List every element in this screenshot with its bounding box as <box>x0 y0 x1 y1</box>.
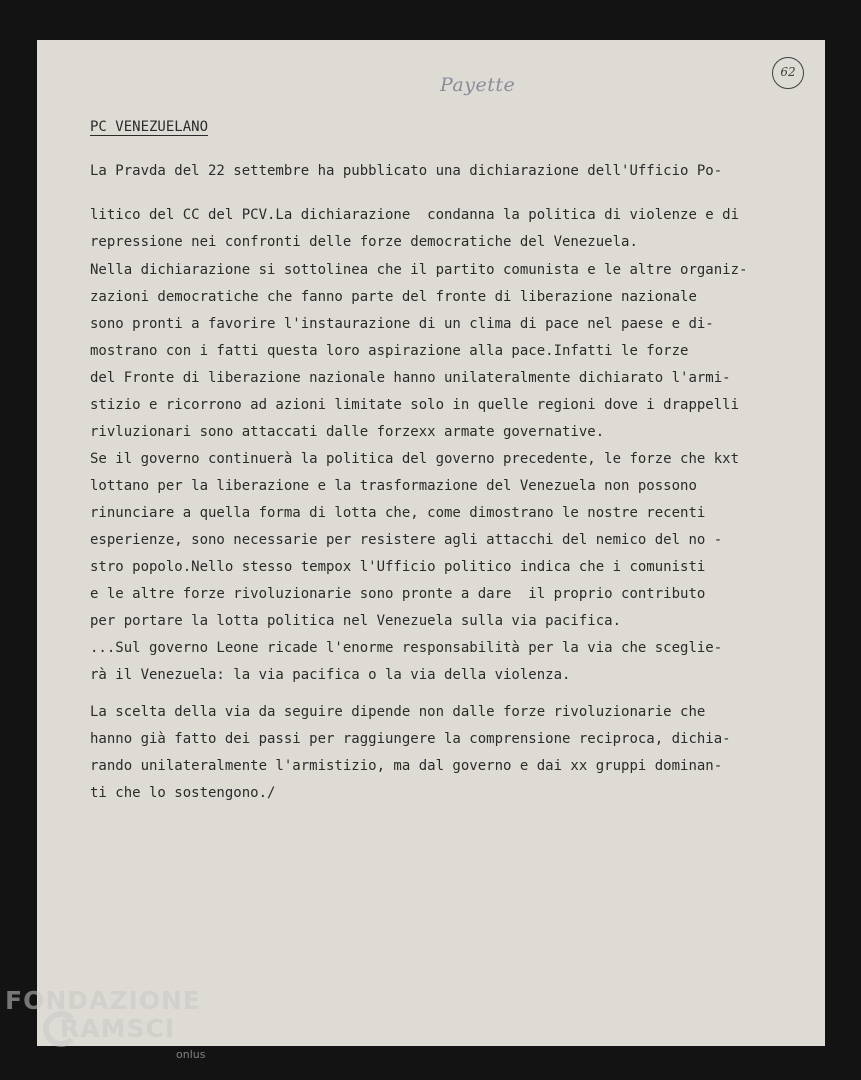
text-line: repressione nei confronti delle forze democratiche del Venezuela. <box>90 234 638 250</box>
page-title: PC VENEZUELANO <box>90 119 209 135</box>
text-line: stizio e ricorrono ad azioni limitate solo in quelle regioni dove i drappelli <box>90 397 740 413</box>
text-line: del Fronte di liberazione nazionale hanno unilateralmente dichiarato l'armi- <box>90 370 731 386</box>
text-line: Nella dichiarazione si sottolinea che il partito comunista e le altre organiz- <box>90 262 748 278</box>
handwritten-note: Payette <box>440 74 516 96</box>
text-line: e le altre forze rivoluzionarie sono pronte a dare il proprio contributo <box>90 586 706 602</box>
text-line: sono pronti a favorire l'instaurazione di un clima di pace nel paese e di- <box>90 316 714 332</box>
text-line: Se il governo continuerà la politica del governo precedente, le forze che kxt <box>90 451 740 467</box>
watermark-logo-line2: RAMSCI <box>60 1014 176 1043</box>
text-line: ti che lo sostengono./ <box>90 785 276 801</box>
text-line: hanno già fatto dei passi per raggiungere la comprensione reciproca, dichia- <box>90 731 731 747</box>
text-line: rinunciare a quella forma di lotta che, come dimostrano le nostre recenti <box>90 505 706 521</box>
text-line: litico del CC del PCV.La dichiarazione condanna la politica di violenze e di <box>90 207 740 223</box>
text-line: lottano per la liberazione e la trasformazione del Venezuela non possono <box>90 478 697 494</box>
page-number: 62 <box>772 57 804 89</box>
text-line: rà il Venezuela: la via pacifica o la via della violenza. <box>90 667 571 683</box>
text-line: zazioni democratiche che fanno parte del fronte di liberazione nazionale <box>90 289 697 305</box>
text-line: La scelta della via da seguire dipende non dalle forze rivoluzionarie che <box>90 704 706 720</box>
text-line: stro popolo.Nello stesso tempox l'Ufficio politico indica che i comunisti <box>90 559 706 575</box>
watermark-logo-sub: onlus <box>176 1048 206 1061</box>
text-line: esperienze, sono necessarie per resistere agli attacchi del nemico del no - <box>90 532 723 548</box>
text-line: rivluzionari sono attaccati dalle forzexx armate governative. <box>90 424 605 440</box>
text-line: rando unilateralmente l'armistizio, ma dal governo e dai xx gruppi dominan- <box>90 758 723 774</box>
text-line: per portare la lotta politica nel Venezuela sulla via pacifica. <box>90 613 622 629</box>
text-line: La Pravda del 22 settembre ha pubblicato una dichiarazione dell'Ufficio Po- <box>90 163 723 179</box>
text-line: ...Sul governo Leone ricade l'enorme responsabilità per la via che sceglie- <box>90 640 723 656</box>
text-line: mostrano con i fatti questa loro aspirazione alla pace.Infatti le forze <box>90 343 689 359</box>
watermark-logo-line1: FONDAZIONE <box>5 986 202 1015</box>
